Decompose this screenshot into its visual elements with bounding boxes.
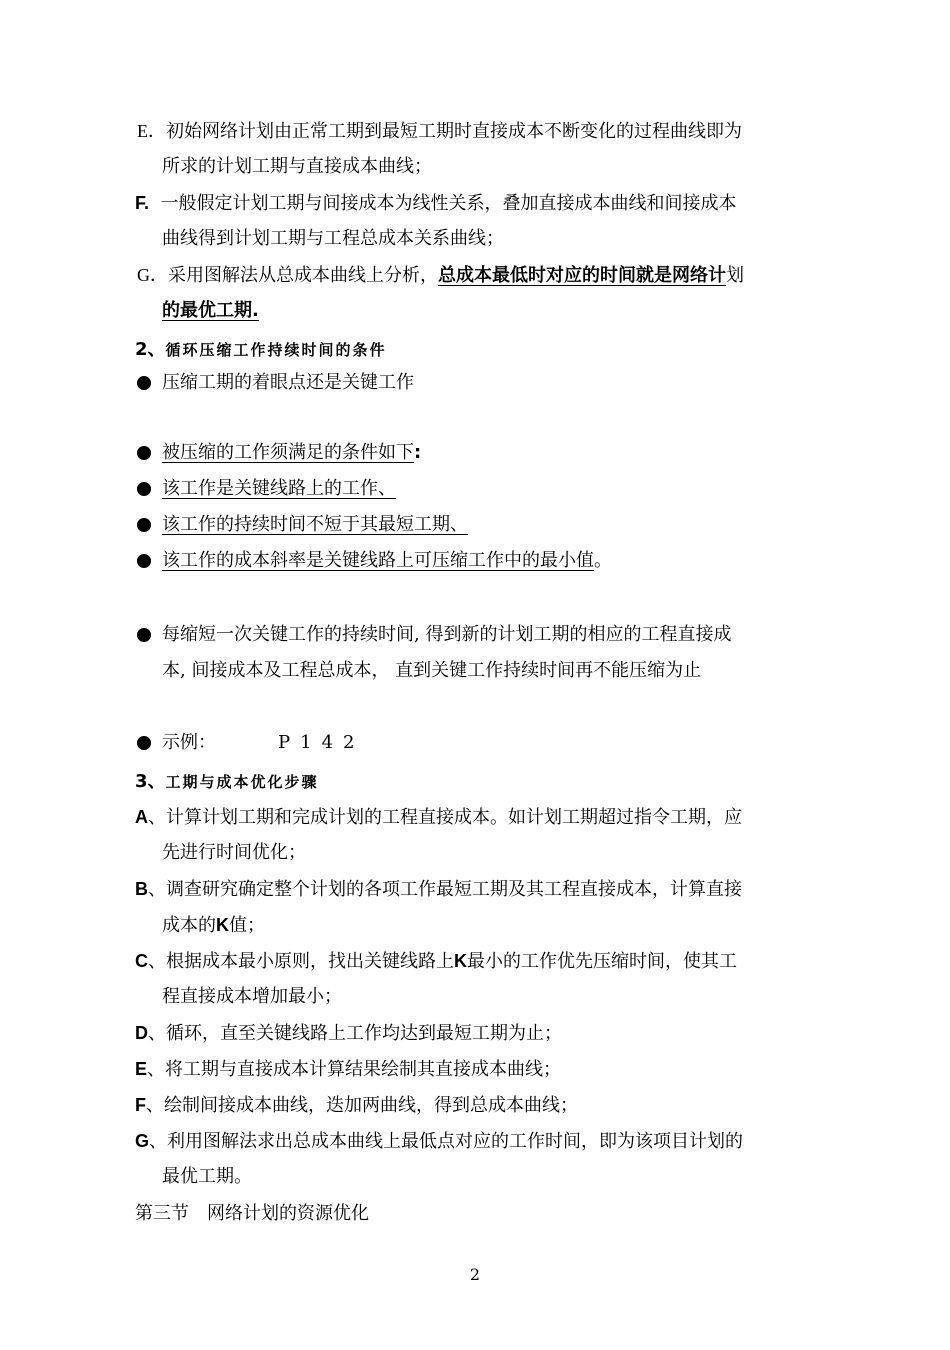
bullet-6-line1: 每缩短一次关键工作的持续时间, 得到新的计划工期的相应的工程直接成	[162, 624, 732, 645]
step-g-line1	[135, 1128, 743, 1155]
step-f-line1	[135, 1092, 578, 1119]
item-g-label: G．	[137, 265, 168, 285]
step-b-k: K	[216, 915, 229, 935]
step-g-text: 、利用图解法求出总成本曲线上最低点对应的工作时间，即为该项目计划的	[149, 1131, 744, 1152]
bullet-7	[162, 730, 364, 756]
step-b-text-2b: 值；	[229, 915, 265, 936]
bullet-5-text: 该工作的成本斜率是关键线路上可压缩工作中的最小值	[162, 550, 594, 571]
step-f-text: 、绘制间接成本曲线，迭加两曲线，得到总成本曲线；	[146, 1095, 578, 1116]
page-number: 2	[469, 1265, 481, 1284]
bullet-2-tail: :	[414, 442, 422, 463]
bullet-2	[162, 440, 421, 466]
item-e-line1	[137, 118, 742, 145]
section-2-title: 循环压缩工作持续时间的条件	[165, 341, 387, 359]
step-c-line2: 程直接成本增加最小；	[162, 986, 342, 1007]
bullet-icon	[137, 376, 151, 390]
section-2-number: 2、	[135, 339, 166, 360]
step-a-label: A	[135, 807, 148, 827]
bullet-icon	[137, 628, 151, 642]
bullet-icon	[137, 482, 151, 496]
step-g-label: G	[135, 1131, 150, 1151]
item-g-emphasis: 总成本最低时对应的时间就是网络计	[438, 265, 726, 286]
section-3-number: 3、	[135, 771, 166, 792]
item-e-text: 初始网络计划由正常工期到最短工期时直接成本不断变化的过程曲线即为	[166, 121, 742, 142]
item-g-line2	[162, 298, 270, 324]
step-g-line2: 最优工期。	[162, 1166, 252, 1187]
step-b-label: B	[135, 879, 148, 899]
step-d-line1	[135, 1020, 562, 1047]
step-c-k: K	[454, 951, 467, 971]
example-page-ref: P142	[278, 732, 365, 753]
item-f-line2: 曲线得到计划工期与工程总成本关系曲线；	[162, 228, 504, 249]
bullet-4-text: 该工作的持续时间不短于其最短工期、	[162, 514, 468, 535]
item-g-tail: 划	[726, 265, 744, 286]
step-c-line1	[135, 948, 737, 975]
item-e-line2: 所求的计划工期与直接成本曲线；	[162, 156, 432, 177]
bullet-5	[162, 548, 612, 574]
bullet-icon	[137, 518, 151, 532]
bullet-icon	[137, 446, 151, 460]
step-c-text-1a: 、根据成本最小原则，找出关键线路上	[148, 951, 454, 972]
bullet-3-text: 该工作是关键线路上的工作、	[162, 478, 396, 499]
bullet-icon	[137, 554, 151, 568]
item-f-text: 一般假定计划工期与间接成本为线性关系，叠加直接成本曲线和间接成本	[160, 193, 737, 214]
step-d-text: 、循环，直至关键线路上工作均达到最短工期为止；	[148, 1023, 562, 1044]
step-b-line1	[135, 876, 742, 903]
bullet-6-line2: 本, 间接成本及工程总成本， 直到关键工作持续时间再不能压缩为止	[162, 660, 702, 681]
chapter-section-title: 第三节 网络计划的资源优化	[135, 1203, 369, 1224]
step-f-label: F	[135, 1095, 146, 1115]
step-b-text-2a: 成本的	[162, 915, 216, 936]
step-b-text: 、调查研究确定整个计划的各项工作最短工期及其工程直接成本，计算直接	[148, 879, 742, 900]
bullet-5-tail: 。	[594, 550, 612, 571]
item-g-emphasis-2: 的最优工期.	[162, 300, 259, 321]
bullet-2-text: 被压缩的工作须满足的条件如下	[162, 442, 414, 463]
section-3-title: 工期与成本优化步骤	[165, 773, 319, 791]
step-c-text-1b: 最小的工作优先压缩时间，使其工	[467, 951, 737, 972]
step-a-line1	[135, 804, 742, 831]
step-b-line2	[162, 912, 265, 939]
step-a-line2: 先进行时间优化；	[162, 842, 306, 863]
section-2-heading	[135, 337, 387, 363]
bullet-1-text: 压缩工期的着眼点还是关键工作	[162, 372, 414, 393]
step-c-label: C	[135, 951, 148, 971]
step-e-label: E	[135, 1059, 148, 1079]
step-e-line1	[135, 1056, 561, 1083]
step-e-text: 、将工期与直接成本计算结果绘制其直接成本曲线；	[147, 1059, 562, 1080]
item-g-line1	[137, 262, 744, 289]
bullet-icon	[137, 736, 151, 750]
step-a-text: 、计算计划工期和完成计划的工程直接成本。如计划工期超过指令工期，应	[148, 807, 742, 828]
item-f-label: F.	[135, 193, 150, 213]
section-3-heading	[135, 769, 319, 795]
step-d-label: D	[135, 1023, 148, 1043]
example-label: 示例：	[162, 732, 216, 753]
item-f-line1	[135, 190, 736, 217]
item-g-text: 采用图解法从总成本曲线上分析，	[168, 265, 438, 286]
item-e-label: E．	[137, 121, 166, 141]
